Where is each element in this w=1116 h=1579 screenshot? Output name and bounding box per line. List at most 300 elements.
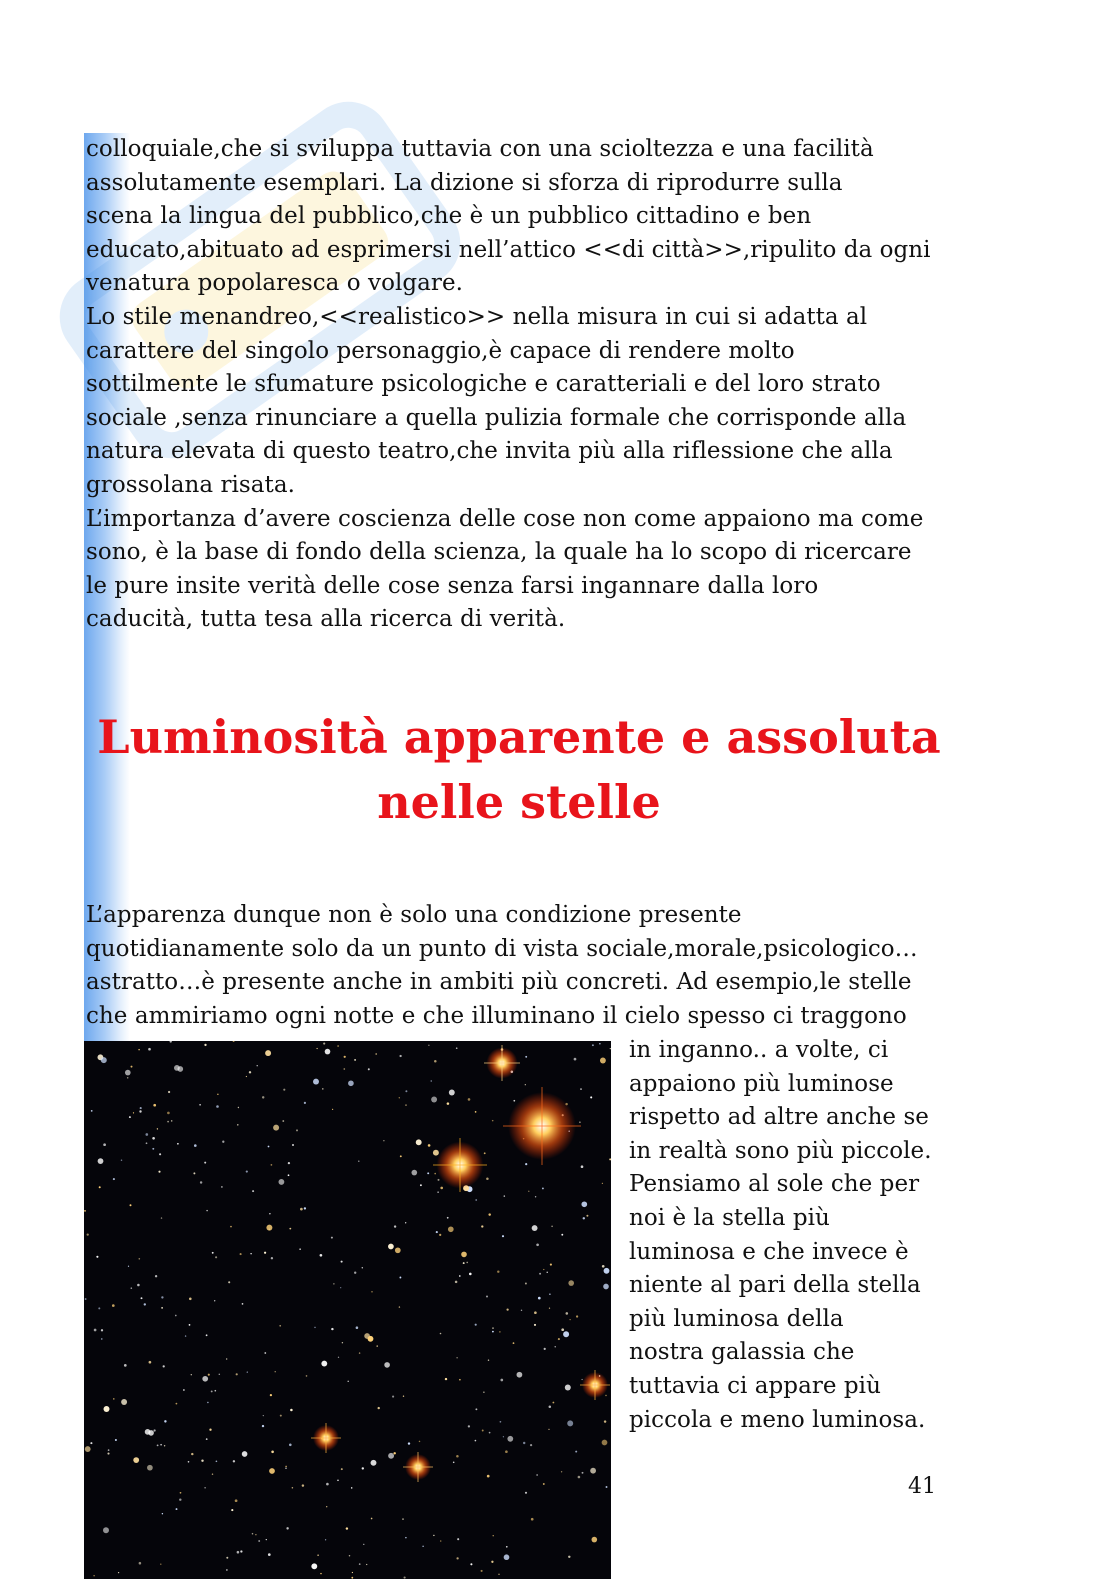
star bbox=[331, 1237, 333, 1239]
star bbox=[302, 1484, 304, 1486]
star bbox=[525, 1283, 527, 1285]
star bbox=[90, 1442, 92, 1444]
star bbox=[131, 1066, 133, 1068]
star bbox=[204, 1162, 206, 1164]
star bbox=[98, 1158, 104, 1164]
star bbox=[456, 1047, 458, 1049]
star bbox=[548, 1429, 549, 1430]
star bbox=[440, 1540, 442, 1542]
star bbox=[552, 1402, 554, 1404]
star bbox=[264, 1352, 266, 1354]
text-line: astratto…è presente anche in ambiti più concreti. Ad esempio,le stelle bbox=[86, 969, 912, 996]
star bbox=[599, 1043, 600, 1044]
star bbox=[113, 1178, 115, 1180]
star bbox=[189, 1324, 191, 1326]
star bbox=[326, 1506, 327, 1507]
star bbox=[475, 1324, 477, 1326]
star bbox=[536, 1243, 539, 1246]
star bbox=[416, 1139, 422, 1145]
star bbox=[149, 1361, 152, 1364]
star bbox=[128, 1266, 129, 1267]
star bbox=[448, 1226, 454, 1232]
star bbox=[481, 1225, 483, 1227]
star bbox=[146, 1142, 148, 1144]
star bbox=[96, 1256, 98, 1258]
star bbox=[604, 1420, 606, 1422]
star bbox=[492, 1327, 493, 1328]
star bbox=[544, 1348, 546, 1350]
star bbox=[525, 1163, 527, 1165]
star bbox=[304, 1102, 306, 1104]
star bbox=[602, 1265, 605, 1268]
star bbox=[152, 1137, 155, 1140]
text-line: niente al pari della stella bbox=[629, 1272, 921, 1299]
star bbox=[394, 1225, 396, 1227]
star bbox=[468, 1098, 471, 1101]
star bbox=[525, 1056, 527, 1058]
star bbox=[610, 1048, 611, 1049]
star bbox=[155, 1275, 157, 1277]
star bbox=[437, 1179, 439, 1181]
star bbox=[161, 1296, 163, 1298]
text-line: luminosa e che invece è bbox=[629, 1238, 909, 1265]
star bbox=[152, 1148, 154, 1150]
star bbox=[492, 1120, 494, 1122]
star bbox=[177, 1066, 183, 1072]
star bbox=[185, 1335, 186, 1336]
star bbox=[502, 1235, 504, 1237]
star bbox=[113, 1398, 115, 1400]
star bbox=[343, 1068, 345, 1070]
star bbox=[531, 1518, 534, 1521]
star bbox=[214, 1300, 215, 1301]
star bbox=[567, 1420, 573, 1426]
star bbox=[440, 1333, 442, 1335]
star bbox=[167, 1112, 170, 1115]
star bbox=[428, 1045, 429, 1046]
star bbox=[431, 1097, 437, 1103]
star bbox=[606, 1486, 608, 1488]
star bbox=[133, 1457, 139, 1463]
star bbox=[269, 1213, 270, 1214]
star bbox=[242, 1303, 244, 1305]
star bbox=[144, 1303, 146, 1305]
star bbox=[101, 1329, 103, 1331]
star bbox=[87, 1233, 89, 1235]
star bbox=[141, 1297, 143, 1299]
star bbox=[534, 1324, 536, 1326]
star bbox=[449, 1090, 455, 1096]
star bbox=[206, 1334, 208, 1336]
star bbox=[280, 1415, 282, 1417]
star bbox=[237, 1124, 238, 1125]
star bbox=[320, 1254, 323, 1257]
star-field-svg bbox=[84, 1041, 611, 1579]
star bbox=[344, 1056, 346, 1058]
star bbox=[393, 1452, 395, 1454]
star bbox=[99, 1186, 101, 1188]
star bbox=[246, 1171, 248, 1173]
star bbox=[138, 1049, 140, 1051]
star bbox=[354, 1059, 356, 1061]
star bbox=[157, 1128, 158, 1129]
star bbox=[558, 1338, 560, 1340]
star bbox=[354, 1272, 356, 1274]
star bbox=[313, 1079, 319, 1085]
star bbox=[445, 1378, 447, 1380]
star bbox=[233, 1460, 235, 1462]
star bbox=[506, 1546, 508, 1548]
star bbox=[340, 1287, 341, 1288]
star bbox=[528, 1191, 529, 1192]
star bbox=[148, 1048, 151, 1051]
star bbox=[216, 1105, 219, 1108]
text-line: le pure insite verità delle cose senza farsi ingannare dalla loro bbox=[86, 572, 819, 599]
star bbox=[145, 1429, 151, 1435]
star bbox=[383, 1140, 384, 1141]
text-line: assolutamente esemplari. La dizione si sforza di riprodurre sulla bbox=[86, 169, 843, 196]
star bbox=[475, 1440, 477, 1442]
text-line: grossolana risata. bbox=[86, 471, 295, 498]
star bbox=[273, 1125, 279, 1131]
star bbox=[453, 1462, 455, 1464]
star bbox=[481, 1570, 483, 1572]
star bbox=[311, 1563, 317, 1569]
star bbox=[371, 1460, 377, 1466]
star bbox=[292, 1487, 294, 1489]
star bbox=[337, 1045, 339, 1047]
star bbox=[160, 1564, 161, 1565]
star bbox=[404, 1577, 406, 1579]
star bbox=[586, 1215, 588, 1217]
star bbox=[107, 1453, 109, 1455]
star bbox=[285, 1466, 287, 1468]
star bbox=[266, 1539, 267, 1540]
star bbox=[121, 1399, 127, 1405]
star bbox=[153, 1429, 155, 1431]
star bbox=[575, 1451, 577, 1453]
star bbox=[179, 1498, 181, 1500]
star bbox=[358, 1161, 359, 1162]
star bbox=[236, 1373, 238, 1375]
star bbox=[209, 1429, 211, 1431]
star bbox=[140, 1107, 142, 1109]
star bbox=[326, 1483, 329, 1486]
star bbox=[216, 1460, 218, 1462]
star bbox=[204, 1044, 206, 1046]
star bbox=[278, 1179, 284, 1185]
text-line: che ammiriamo ogni notte e che illuminano il cielo spesso ci traggono bbox=[86, 1002, 907, 1029]
star bbox=[371, 1518, 373, 1520]
star bbox=[456, 1455, 459, 1458]
text-line: venatura popolaresca o volgare. bbox=[86, 270, 463, 297]
text-line: sociale ,senza rinunciare a quella pulizia formale che corrisponde alla bbox=[86, 404, 907, 431]
star bbox=[264, 1252, 266, 1254]
star bbox=[222, 1141, 224, 1143]
page-number: 41 bbox=[908, 1474, 936, 1499]
star bbox=[459, 1275, 461, 1277]
star bbox=[434, 1173, 436, 1175]
star bbox=[371, 1291, 373, 1293]
star bbox=[255, 1534, 256, 1535]
star bbox=[539, 1273, 541, 1275]
star bbox=[563, 1331, 569, 1337]
star bbox=[484, 1152, 486, 1154]
star bbox=[549, 1293, 551, 1295]
star bbox=[475, 1111, 477, 1113]
star bbox=[581, 1165, 584, 1168]
star bbox=[103, 1143, 106, 1146]
text-line: più luminosa della bbox=[629, 1305, 844, 1332]
star bbox=[487, 1475, 490, 1478]
star bbox=[590, 1096, 592, 1098]
star bbox=[171, 1120, 173, 1122]
star bbox=[112, 1304, 115, 1307]
star bbox=[321, 1361, 327, 1367]
star bbox=[139, 1562, 142, 1565]
star bbox=[535, 1196, 536, 1197]
star bbox=[299, 1248, 301, 1250]
star bbox=[419, 1441, 421, 1443]
star bbox=[228, 1281, 230, 1283]
star bbox=[124, 1364, 127, 1367]
star bbox=[158, 1171, 160, 1173]
star bbox=[115, 1439, 117, 1441]
star bbox=[489, 1432, 491, 1434]
star bbox=[604, 1268, 610, 1274]
star bbox=[384, 1362, 390, 1368]
star bbox=[268, 1146, 270, 1148]
star bbox=[376, 1345, 377, 1346]
star bbox=[549, 1308, 550, 1309]
star bbox=[592, 1537, 598, 1543]
star bbox=[262, 1425, 264, 1427]
star bbox=[447, 1217, 449, 1219]
star bbox=[161, 1217, 162, 1218]
star bbox=[488, 1213, 490, 1215]
star bbox=[574, 1058, 577, 1061]
star bbox=[191, 1453, 193, 1455]
text-line: caducità, tutta tesa alla ricerca di verità. bbox=[86, 606, 566, 633]
star bbox=[270, 1394, 272, 1396]
star bbox=[288, 1174, 290, 1176]
star bbox=[568, 1556, 570, 1558]
star bbox=[275, 1371, 276, 1372]
star bbox=[314, 1327, 316, 1329]
star bbox=[368, 1068, 370, 1070]
star bbox=[492, 1331, 494, 1333]
star bbox=[163, 1365, 165, 1367]
star bbox=[392, 1396, 394, 1398]
star bbox=[304, 1207, 306, 1209]
star bbox=[85, 1298, 87, 1300]
star bbox=[566, 1312, 569, 1315]
star bbox=[183, 1389, 185, 1391]
star bbox=[139, 1110, 141, 1112]
star bbox=[455, 1281, 458, 1284]
star bbox=[164, 1445, 165, 1446]
star bbox=[580, 1088, 582, 1090]
star bbox=[240, 1550, 242, 1552]
star bbox=[399, 1277, 401, 1279]
star bbox=[521, 1310, 522, 1311]
star bbox=[131, 1287, 133, 1289]
star bbox=[500, 1379, 503, 1382]
star bbox=[569, 1319, 570, 1320]
star bbox=[437, 1191, 439, 1193]
star bbox=[399, 1055, 401, 1057]
star bbox=[137, 1284, 140, 1287]
intro-paragraph bbox=[86, 133, 931, 637]
star bbox=[249, 1071, 251, 1073]
star bbox=[129, 1116, 131, 1118]
star bbox=[457, 1538, 459, 1540]
star bbox=[549, 1405, 552, 1408]
star bbox=[240, 1253, 242, 1255]
star bbox=[578, 1476, 581, 1479]
text-line: rispetto ad altre anche se bbox=[629, 1104, 929, 1131]
star bbox=[212, 1252, 214, 1254]
star bbox=[468, 1425, 470, 1427]
star bbox=[289, 1228, 291, 1230]
star bbox=[332, 1109, 333, 1110]
star bbox=[403, 1396, 404, 1397]
star bbox=[252, 1533, 254, 1535]
star bbox=[565, 1385, 571, 1391]
star bbox=[542, 1187, 544, 1189]
star bbox=[175, 1315, 177, 1317]
star bbox=[233, 1041, 235, 1042]
star bbox=[400, 1155, 402, 1157]
star bbox=[602, 1183, 603, 1184]
star bbox=[359, 1563, 361, 1565]
star bbox=[475, 1199, 477, 1201]
star bbox=[215, 1390, 217, 1392]
star bbox=[433, 1150, 439, 1156]
star bbox=[555, 1346, 556, 1347]
star bbox=[246, 1076, 247, 1077]
star bbox=[130, 1204, 132, 1206]
star bbox=[459, 1379, 461, 1381]
star bbox=[271, 1257, 273, 1259]
star bbox=[322, 1088, 324, 1090]
star bbox=[368, 1336, 374, 1342]
star bbox=[582, 1472, 584, 1474]
text-line: educato,abituato ad esprimersi nell’attico <<di città>>,ripulito da ogni bbox=[86, 236, 931, 263]
star bbox=[258, 1540, 260, 1542]
star bbox=[180, 1492, 182, 1494]
star bbox=[428, 1144, 431, 1147]
star bbox=[199, 1104, 201, 1106]
star bbox=[603, 1284, 609, 1290]
star bbox=[325, 1539, 326, 1540]
star bbox=[525, 1084, 526, 1085]
star bbox=[486, 1295, 488, 1297]
star bbox=[351, 1577, 353, 1579]
star bbox=[346, 1527, 348, 1529]
star bbox=[600, 1058, 606, 1064]
text-line: colloquiale,che si sviluppa tuttavia con una scioltezza e una facilità bbox=[86, 136, 874, 162]
star bbox=[504, 1554, 510, 1560]
star bbox=[561, 1471, 562, 1472]
star bbox=[217, 1094, 218, 1095]
star bbox=[279, 1325, 281, 1327]
star bbox=[231, 1509, 233, 1511]
star bbox=[561, 1234, 563, 1236]
star bbox=[194, 1144, 197, 1147]
text-line: L’importanza d’avere coscienza delle cose non come appaiono ma come bbox=[86, 505, 924, 532]
star bbox=[331, 1328, 333, 1330]
star bbox=[483, 1391, 484, 1392]
star bbox=[363, 1544, 364, 1545]
star bbox=[609, 1158, 611, 1160]
star bbox=[551, 1225, 553, 1227]
star bbox=[167, 1121, 169, 1123]
star bbox=[157, 1444, 159, 1446]
star bbox=[547, 1272, 548, 1273]
star bbox=[285, 1467, 287, 1469]
star bbox=[405, 1090, 407, 1092]
star bbox=[513, 1342, 515, 1344]
text-line: natura elevata di questo teatro,che invita più alla riflessione che alla bbox=[86, 438, 893, 465]
star bbox=[288, 1162, 290, 1164]
star bbox=[121, 1160, 122, 1161]
star bbox=[469, 1273, 472, 1276]
star bbox=[176, 1508, 178, 1510]
star bbox=[207, 1402, 208, 1403]
star bbox=[133, 1112, 134, 1113]
star bbox=[348, 1080, 354, 1086]
star bbox=[204, 1487, 206, 1489]
star bbox=[347, 1381, 348, 1382]
star bbox=[463, 1262, 465, 1264]
star bbox=[127, 1077, 129, 1079]
star bbox=[456, 1357, 457, 1358]
star bbox=[139, 1258, 141, 1260]
star bbox=[118, 1572, 119, 1573]
star bbox=[341, 1261, 343, 1263]
star bbox=[504, 1195, 505, 1196]
star bbox=[356, 1326, 359, 1329]
text-line: tuttavia ci appare più bbox=[629, 1372, 881, 1399]
star bbox=[282, 1120, 284, 1122]
star bbox=[431, 1080, 432, 1081]
star bbox=[101, 1057, 107, 1063]
star bbox=[316, 1048, 317, 1049]
text-line: L’apparenza dunque non è solo una condizione presente bbox=[86, 902, 742, 928]
star bbox=[530, 1444, 532, 1446]
star bbox=[230, 1226, 232, 1228]
star bbox=[405, 1222, 406, 1223]
star bbox=[568, 1280, 574, 1286]
star bbox=[486, 1178, 489, 1181]
star bbox=[238, 1107, 239, 1108]
star bbox=[561, 1328, 564, 1331]
star bbox=[420, 1184, 422, 1186]
star bbox=[215, 1256, 217, 1258]
star bbox=[283, 1089, 285, 1091]
star bbox=[505, 1450, 508, 1453]
star bbox=[212, 1473, 213, 1474]
star bbox=[456, 1557, 458, 1559]
star bbox=[257, 1065, 258, 1066]
star bbox=[108, 1449, 110, 1451]
text-line: appaiono più luminose bbox=[629, 1070, 894, 1097]
star bbox=[265, 1050, 271, 1056]
body-paragraph bbox=[86, 899, 918, 1033]
star bbox=[266, 1225, 272, 1231]
star bbox=[337, 1480, 339, 1482]
